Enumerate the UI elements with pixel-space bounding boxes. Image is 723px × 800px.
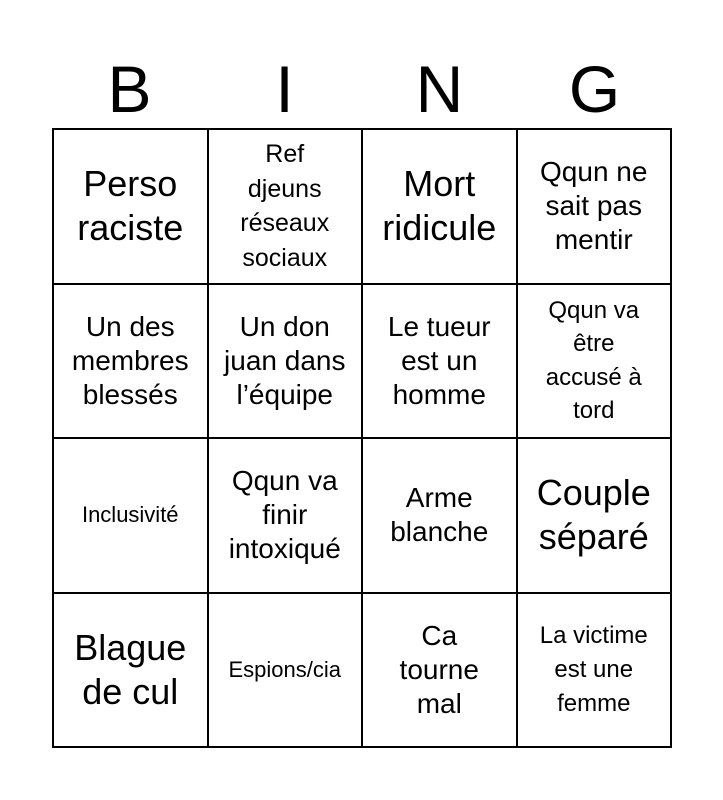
header-letter-b: B — [107, 52, 152, 126]
bingo-cell[interactable] — [363, 130, 518, 285]
bingo-cell[interactable] — [54, 285, 209, 440]
cell-text: Espions/cia — [228, 656, 341, 682]
cell-text: Ref djeuns réseaux sociaux — [240, 140, 330, 272]
cell-text: Un des membres blessés — [71, 310, 189, 410]
header-letter-i: I — [275, 52, 294, 126]
header-letter-n: N — [415, 52, 464, 126]
cell-text: Un don juan dans l’équipe — [224, 310, 346, 410]
cell-text: Inclusivité — [81, 502, 179, 528]
bingo-cell[interactable] — [209, 439, 364, 594]
bingo-cell[interactable] — [518, 439, 673, 594]
cell-text: La victime est une femme — [539, 622, 648, 717]
bingo-cell[interactable] — [518, 594, 673, 749]
bingo-cell[interactable] — [54, 130, 209, 285]
bingo-cell[interactable] — [54, 594, 209, 749]
bingo-cell[interactable] — [363, 439, 518, 594]
cell-text: Blague de cul — [74, 626, 187, 712]
header-letter-g: G — [568, 52, 621, 126]
bingo-cell[interactable] — [209, 594, 364, 749]
cell-text: Arme blanche — [390, 482, 489, 548]
bingo-cell[interactable] — [363, 285, 518, 440]
bingo-cell[interactable] — [363, 594, 518, 749]
cell-text: Qqun va finir intoxiqué — [228, 465, 341, 565]
cell-text: Ca tourne mal — [399, 619, 479, 719]
cell-text: Couple séparé — [536, 472, 651, 558]
bingo-cell[interactable] — [209, 285, 364, 440]
cell-text: Mort ridicule — [382, 163, 497, 249]
bingo-board — [52, 128, 672, 748]
cell-text: Qqun ne sait pas mentir — [540, 156, 648, 256]
cell-text: Qqun va être accusé à tord — [545, 296, 642, 425]
bingo-cell[interactable] — [209, 130, 364, 285]
bingo-header — [52, 52, 672, 126]
cell-text: Perso raciste — [77, 163, 184, 249]
cell-text: Le tueur est un homme — [387, 310, 491, 410]
bingo-cell[interactable] — [518, 285, 673, 440]
bingo-cell[interactable] — [54, 439, 209, 594]
bingo-cell[interactable] — [518, 130, 673, 285]
